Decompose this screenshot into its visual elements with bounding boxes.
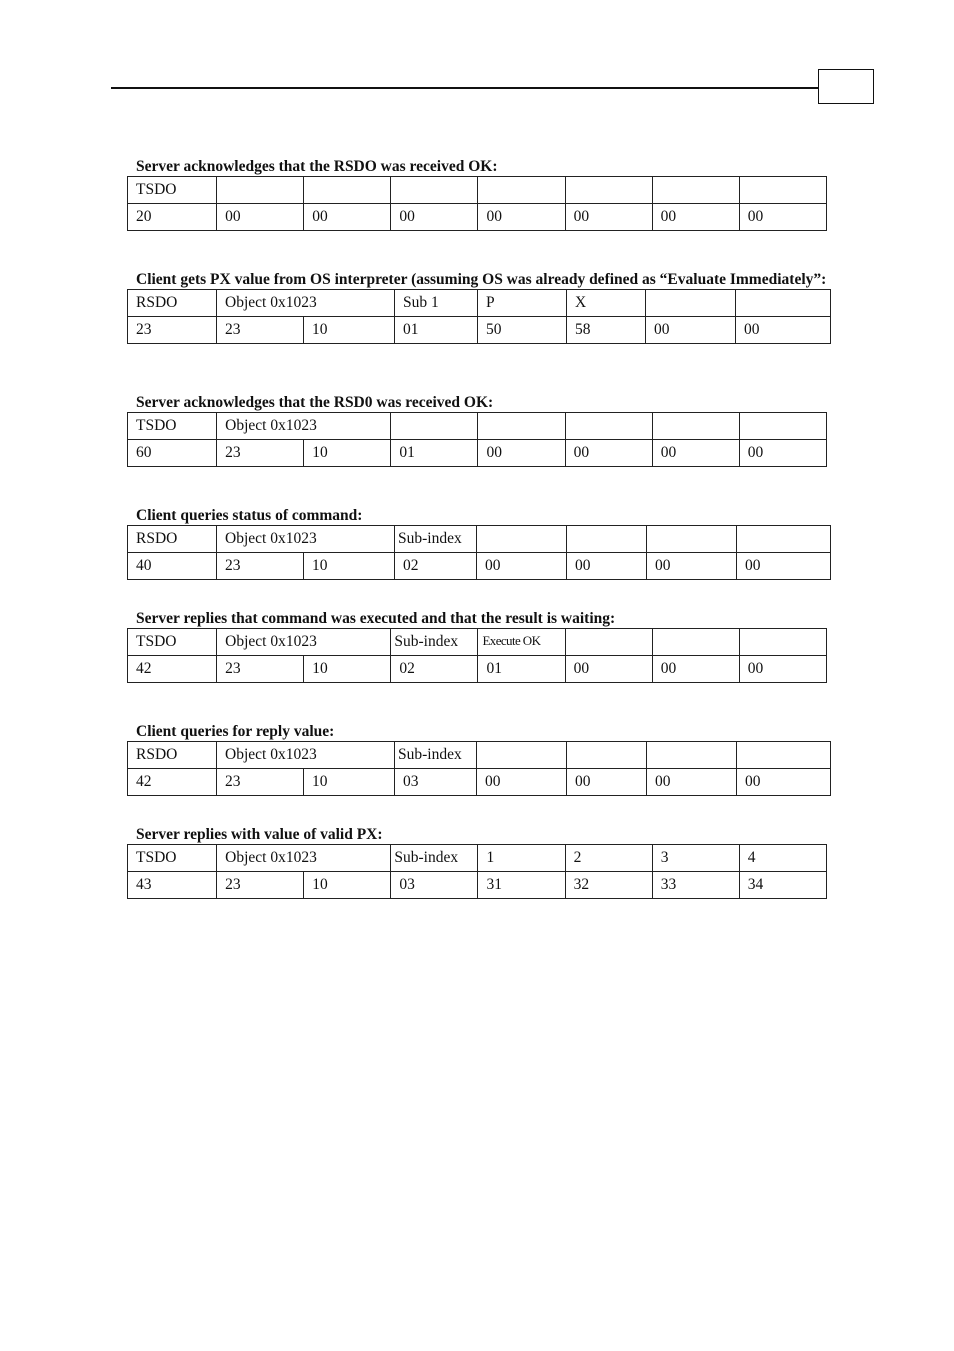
table-cell: 00 (652, 204, 739, 231)
table-cell: RSDO (128, 290, 217, 317)
table-cell: Object 0x1023 (217, 290, 395, 317)
table-cell: 01 (395, 317, 478, 344)
table-cell: Sub-index (395, 742, 477, 769)
sdo-frame-table (127, 844, 827, 899)
section-client-query-status (127, 506, 836, 580)
table-row (128, 290, 831, 317)
table-cell: 34 (739, 872, 826, 899)
table-cell: 23 (217, 440, 304, 467)
table-cell: 00 (736, 317, 831, 344)
header-rule (111, 87, 819, 89)
table-cell: 00 (391, 204, 478, 231)
table-cell: 23 (217, 872, 304, 899)
table-cell (652, 413, 739, 440)
section-caption: Server replies that command was executed and that the result is waiting: (136, 610, 616, 627)
table-row (128, 177, 827, 204)
table-row (128, 526, 831, 553)
table-cell: 00 (565, 440, 652, 467)
table-row (128, 204, 827, 231)
table-cell: Object 0x1023 (217, 413, 391, 440)
table-cell (477, 526, 567, 553)
table-cell: TSDO (128, 413, 217, 440)
table-row (128, 553, 831, 580)
table-cell: Object 0x1023 (217, 742, 395, 769)
section-rsdo-ack-1 (127, 157, 836, 231)
table-cell: 00 (478, 204, 565, 231)
section-caption: Server replies with value of valid PX: (136, 826, 383, 843)
section-client-query-reply (127, 722, 836, 796)
table-cell: 10 (304, 769, 395, 796)
table-cell: 33 (652, 872, 739, 899)
table-cell: 23 (217, 769, 304, 796)
sdo-frame-table (127, 525, 831, 580)
table-cell: Object 0x1023 (217, 845, 391, 872)
table-cell: 4 (739, 845, 826, 872)
table-cell (647, 742, 737, 769)
table-cell: Object 0x1023 (217, 526, 395, 553)
table-cell (739, 177, 826, 204)
section-caption: Client gets PX value from OS interpreter (assuming OS was already defined as “Evaluate Immediately”: (136, 271, 827, 288)
table-cell: Sub 1 (395, 290, 478, 317)
table-cell: 40 (128, 553, 217, 580)
table-cell: 00 (567, 769, 647, 796)
table-cell (477, 742, 567, 769)
table-cell: Sub-index (391, 629, 478, 656)
table-cell: 02 (391, 656, 478, 683)
table-cell: 23 (217, 553, 304, 580)
table-cell: 00 (477, 769, 567, 796)
table-cell (736, 290, 831, 317)
sdo-frame-table (127, 176, 827, 231)
table-cell: 43 (128, 872, 217, 899)
table-cell (478, 177, 565, 204)
table-cell (565, 177, 652, 204)
table-cell (391, 177, 478, 204)
table-cell: 23 (217, 317, 304, 344)
table-cell (739, 629, 826, 656)
table-cell: 02 (395, 553, 477, 580)
table-cell: 42 (128, 769, 217, 796)
section-server-executed (127, 609, 836, 683)
table-cell: 31 (478, 872, 565, 899)
table-cell: 00 (567, 553, 647, 580)
section-caption: Server acknowledges that the RSD0 was received OK: (136, 394, 494, 411)
table-cell: Object 0x1023 (217, 629, 391, 656)
table-cell: 58 (567, 317, 646, 344)
table-cell: 03 (395, 769, 477, 796)
table-cell: 00 (739, 440, 826, 467)
table-cell: 00 (739, 656, 826, 683)
sdo-frame-table (127, 412, 827, 467)
table-cell: 10 (304, 872, 391, 899)
table-cell: 00 (647, 553, 737, 580)
table-cell: 20 (128, 204, 217, 231)
table-cell (565, 629, 652, 656)
section-caption: Server acknowledges that the RSDO was received OK: (136, 158, 498, 175)
table-cell (647, 526, 737, 553)
table-cell (652, 177, 739, 204)
table-cell: 10 (304, 656, 391, 683)
table-cell: 00 (304, 204, 391, 231)
page-number-box (818, 69, 874, 104)
section-caption: Client queries status of command: (136, 507, 363, 524)
table-cell: P (478, 290, 567, 317)
table-row (128, 845, 827, 872)
table-cell: 03 (391, 872, 478, 899)
table-cell: 10 (304, 317, 395, 344)
table-cell: 10 (304, 440, 391, 467)
table-cell (567, 742, 647, 769)
table-cell: 50 (478, 317, 567, 344)
table-cell: 00 (739, 204, 826, 231)
table-cell: RSDO (128, 742, 217, 769)
table-cell: 00 (652, 656, 739, 683)
table-cell: 01 (478, 656, 565, 683)
table-cell: 3 (652, 845, 739, 872)
sdo-frame-table (127, 628, 827, 683)
table-cell: 00 (565, 204, 652, 231)
table-cell: 1 (478, 845, 565, 872)
table-row (128, 440, 827, 467)
section-caption: Client queries for reply value: (136, 723, 335, 740)
table-cell: 32 (565, 872, 652, 899)
table-cell: 00 (217, 204, 304, 231)
table-row (128, 742, 831, 769)
table-cell: 01 (391, 440, 478, 467)
table-row (128, 656, 827, 683)
table-cell: 00 (737, 769, 831, 796)
table-cell: TSDO (128, 177, 217, 204)
table-row (128, 317, 831, 344)
table-cell: 00 (565, 656, 652, 683)
table-cell: Sub-index (395, 526, 477, 553)
table-cell: RSDO (128, 526, 217, 553)
section-client-get-px (127, 270, 836, 344)
table-cell: 00 (477, 553, 567, 580)
table-cell: 23 (217, 656, 304, 683)
table-cell (304, 177, 391, 204)
section-rsd0-ack (127, 393, 836, 467)
table-cell: X (567, 290, 646, 317)
table-row (128, 872, 827, 899)
table-cell: 60 (128, 440, 217, 467)
table-cell (652, 629, 739, 656)
table-cell: Execute OK (478, 629, 565, 656)
table-cell (567, 526, 647, 553)
table-row (128, 413, 827, 440)
table-cell: 2 (565, 845, 652, 872)
table-cell: 00 (646, 317, 736, 344)
section-server-valid-px (127, 825, 836, 899)
table-cell (217, 177, 304, 204)
table-cell (737, 742, 831, 769)
table-cell (478, 413, 565, 440)
table-cell: TSDO (128, 629, 217, 656)
table-cell: 00 (737, 553, 831, 580)
table-cell: Sub-index (391, 845, 478, 872)
table-cell: 00 (478, 440, 565, 467)
table-cell (739, 413, 826, 440)
table-cell: 10 (304, 553, 395, 580)
table-cell: TSDO (128, 845, 217, 872)
table-row (128, 629, 827, 656)
sdo-frame-table (127, 289, 831, 344)
table-cell (391, 413, 478, 440)
table-row (128, 769, 831, 796)
table-cell: 23 (128, 317, 217, 344)
table-cell: 00 (647, 769, 737, 796)
table-cell (565, 413, 652, 440)
table-cell (646, 290, 736, 317)
table-cell (737, 526, 831, 553)
sdo-frame-table (127, 741, 831, 796)
table-cell: 42 (128, 656, 217, 683)
table-cell: 00 (652, 440, 739, 467)
